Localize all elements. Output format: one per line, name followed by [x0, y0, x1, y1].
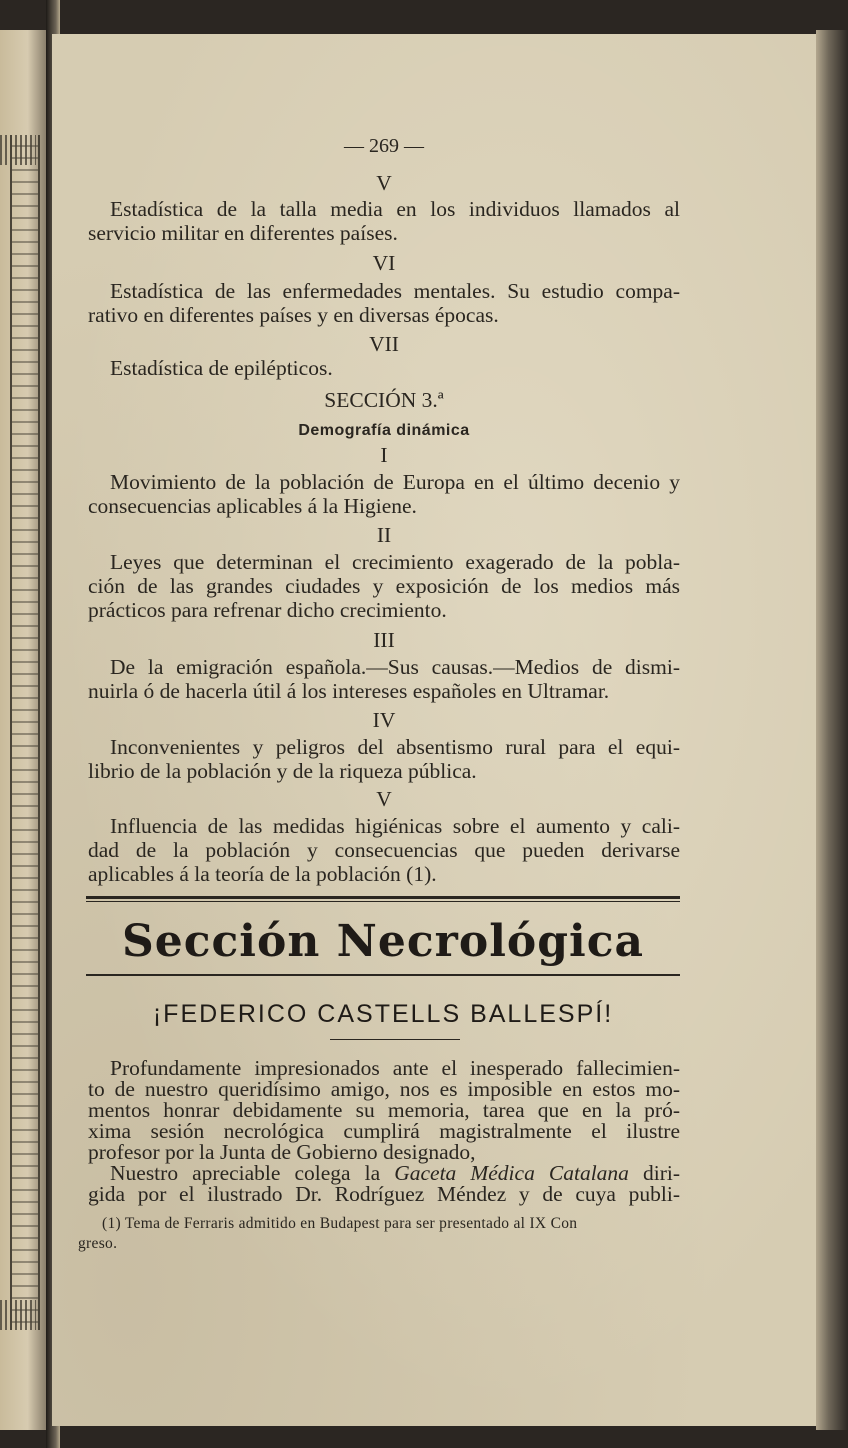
- section-subtitle: Demografía dinámica: [298, 422, 470, 439]
- page-right-edge: [816, 30, 848, 1430]
- text-line: dad de la población y consecuencias que pueden derivarse: [88, 838, 680, 862]
- text-line: mentos honrar debidamente su memoria, tarea que en la pró-: [88, 1098, 680, 1122]
- page-number: — 269 —: [344, 135, 424, 157]
- numeral-vii: VII: [369, 332, 399, 356]
- numeral-ii: II: [376, 523, 392, 547]
- text-line: Inconvenientes y peligros del absentismo rural para el equi-: [110, 735, 680, 759]
- section-title: SECCIÓN 3.ª: [324, 388, 444, 412]
- footnote-line: greso.: [78, 1235, 118, 1252]
- text-line: profesor por la Junta de Gobierno designado,: [88, 1140, 476, 1164]
- text-line: consecuencias aplicables á la Higiene.: [88, 494, 417, 518]
- necrology-heading: Sección Necrológica: [121, 916, 645, 967]
- text-line: xima sesión necrológica cumplirá magistralmente el ilustre: [88, 1119, 680, 1143]
- text-line: Leyes que determinan el crecimiento exagerado de la pobla-: [110, 550, 680, 574]
- text-line: aplicables á la teoría de la población (1).: [88, 862, 437, 886]
- heading-rule-bottom: [86, 974, 680, 976]
- short-divider: [330, 1039, 460, 1040]
- text-line: Estadística de las enfermedades mentales. Su estudio compa-: [110, 279, 680, 303]
- text-line: De la emigración española.—Sus causas.—Medios de dismi-: [110, 655, 680, 679]
- footnote-line: (1) Tema de Ferraris admitido en Budapest para ser presentado al IX Con: [102, 1215, 578, 1232]
- ornament-corner-top: [0, 135, 36, 165]
- text-run: diri-: [628, 1161, 680, 1185]
- numeral-vi: VI: [372, 251, 396, 275]
- text-line: gida por el ilustrado Dr. Rodríguez Méndez y de cuya publi-: [88, 1182, 680, 1206]
- text-line: Estadística de la talla media en los individuos llamados al: [110, 197, 680, 221]
- text-line: Movimiento de la población de Europa en el último decenio y: [110, 470, 680, 494]
- heading-rule-top: [86, 896, 680, 899]
- text-line: to de nuestro queridísimo amigo, nos es imposible en estos mo-: [88, 1077, 680, 1101]
- text-line: rativo en diferentes países y en diversas épocas.: [88, 303, 499, 327]
- text-line: [88, 1163, 680, 1184]
- numeral-i: I: [380, 443, 388, 467]
- ornament-corner-bottom: [0, 1300, 36, 1330]
- text-line: Influencia de las medidas higiénicas sobre el aumento y cali-: [110, 814, 680, 838]
- text-line: prácticos para refrenar dicho crecimiento.: [88, 598, 447, 622]
- text-run: Nuestro apreciable colega la: [110, 1161, 395, 1185]
- text-line: ción de las grandes ciudades y exposición de los medios más: [88, 574, 680, 598]
- text-line: Profundamente impresionados ante el inesperado fallecimien-: [110, 1056, 680, 1080]
- text-line: librio de la población y de la riqueza pública.: [88, 759, 477, 783]
- text-line: servicio militar en diferentes países.: [88, 221, 398, 245]
- numeral-iv: IV: [372, 708, 396, 732]
- numeral-v-top: V: [376, 171, 392, 195]
- obituary-name: ¡FEDERICO CASTELLS BALLESPÍ!: [152, 1000, 614, 1028]
- adjacent-page-ornament-border: [10, 135, 40, 1330]
- numeral-v: V: [376, 787, 392, 811]
- text-line: Estadística de epilépticos.: [110, 356, 333, 380]
- heading-rule-top-thin: [86, 901, 680, 902]
- numeral-iii: III: [373, 628, 395, 652]
- journal-title: Gaceta Médica Catalana: [394, 1161, 629, 1185]
- text-line: nuirla ó de hacerla útil á los intereses españoles en Ultramar.: [88, 679, 610, 703]
